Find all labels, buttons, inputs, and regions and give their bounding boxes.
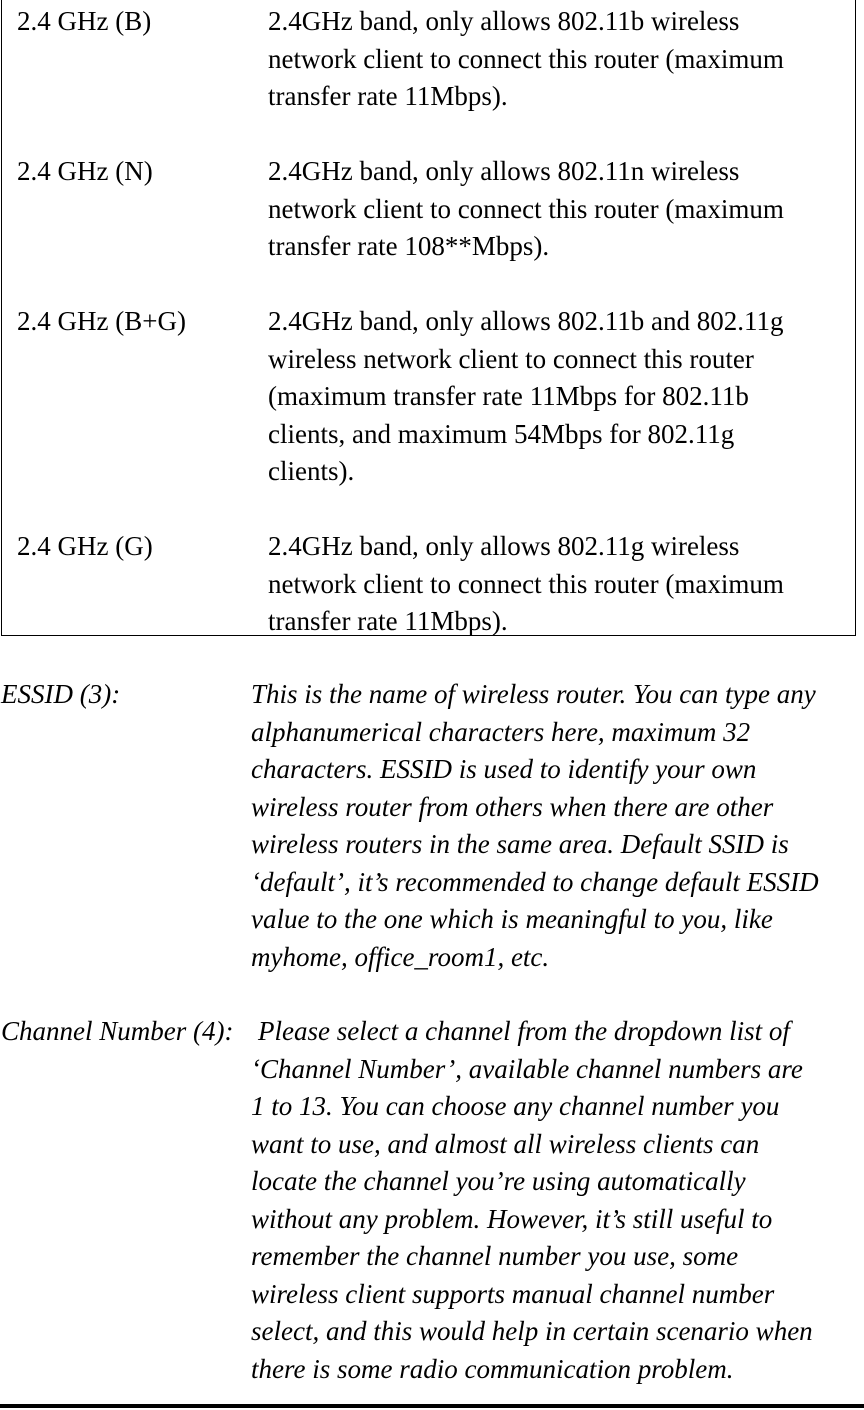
- band-mode-table: [1, 0, 856, 636]
- essid-desc-line: wireless routers in the same area. Default SSID is: [251, 829, 789, 859]
- mode-name: 2.4 GHz (B+G): [17, 306, 186, 336]
- mode-desc-line: clients).: [268, 456, 355, 486]
- mode-desc-line: network client to connect this router (maximum: [268, 193, 784, 224]
- channel-desc-line: there is some radio communication problem.: [251, 1353, 734, 1384]
- mode-name: 2.4 GHz (G): [17, 531, 153, 561]
- mode-desc-line: network client to connect this router (maximum: [268, 568, 784, 599]
- mode-desc-line: 2.4GHz band, only allows 802.11n wireless: [268, 156, 740, 186]
- channel-description: [251, 1013, 864, 1388]
- mode-desc-line: (maximum transfer rate 11Mbps for 802.11b: [268, 381, 749, 411]
- essid-description: [251, 676, 864, 976]
- essid-desc-line: value to the one which is meaningful to you, like: [251, 904, 773, 934]
- channel-desc-line: locate the channel you’re using automatically: [251, 1166, 746, 1196]
- mode-desc-line: transfer rate 11Mbps).: [268, 81, 508, 111]
- channel-desc-line: wireless client supports manual channel number: [251, 1278, 775, 1309]
- mode-description: [268, 3, 838, 116]
- mode-desc-line: transfer rate 11Mbps).: [268, 606, 508, 636]
- essid-desc-line: characters. ESSID is used to identify your own: [251, 754, 757, 784]
- essid-desc-line: wireless router from others when there are other: [251, 791, 774, 822]
- channel-desc-line: 1 to 13. You can choose any channel number you: [251, 1091, 780, 1121]
- mode-description: [268, 528, 838, 636]
- essid-label: ESSID (3):: [1, 679, 121, 709]
- essid-desc-line: alphanumerical characters here, maximum 32: [251, 716, 751, 747]
- mode-desc-line: 2.4GHz band, only allows 802.11g wireless: [268, 531, 740, 561]
- channel-desc-line: ‘Channel Number’, available channel numbers are: [251, 1053, 803, 1084]
- mode-description: [268, 303, 838, 491]
- channel-desc-line: want to use, and almost all wireless clients can: [251, 1128, 760, 1159]
- channel-desc-line: remember the channel number you use, some: [251, 1241, 739, 1271]
- mode-desc-line: 2.4GHz band, only allows 802.11b and 802.11g: [268, 306, 784, 336]
- mode-desc-line: 2.4GHz band, only allows 802.11b wireless: [268, 6, 740, 36]
- essid-desc-line: This is the name of wireless router. You can type any: [251, 679, 816, 709]
- essid-desc-line: myhome, office_room1, etc.: [251, 941, 550, 972]
- channel-desc-line: without any problem. However, it’s still useful to: [251, 1203, 773, 1234]
- channel-label: Channel Number (4):: [1, 1016, 234, 1046]
- channel-desc-line: select, and this would help in certain scenario when: [251, 1316, 813, 1346]
- bottom-divider: [0, 1404, 864, 1408]
- mode-name: 2.4 GHz (N): [17, 156, 153, 186]
- essid-desc-line: ‘default’, it’s recommended to change default ESSID: [251, 866, 819, 897]
- mode-desc-line: clients, and maximum 54Mbps for 802.11g: [268, 418, 735, 449]
- mode-desc-line: network client to connect this router (maximum: [268, 43, 784, 74]
- mode-desc-line: transfer rate 108**Mbps).: [268, 231, 550, 261]
- mode-desc-line: wireless network client to connect this router: [268, 343, 754, 374]
- mode-name: 2.4 GHz (B): [17, 6, 152, 36]
- mode-description: [268, 153, 838, 266]
- channel-desc-line: Please select a channel from the dropdown list of: [258, 1016, 790, 1046]
